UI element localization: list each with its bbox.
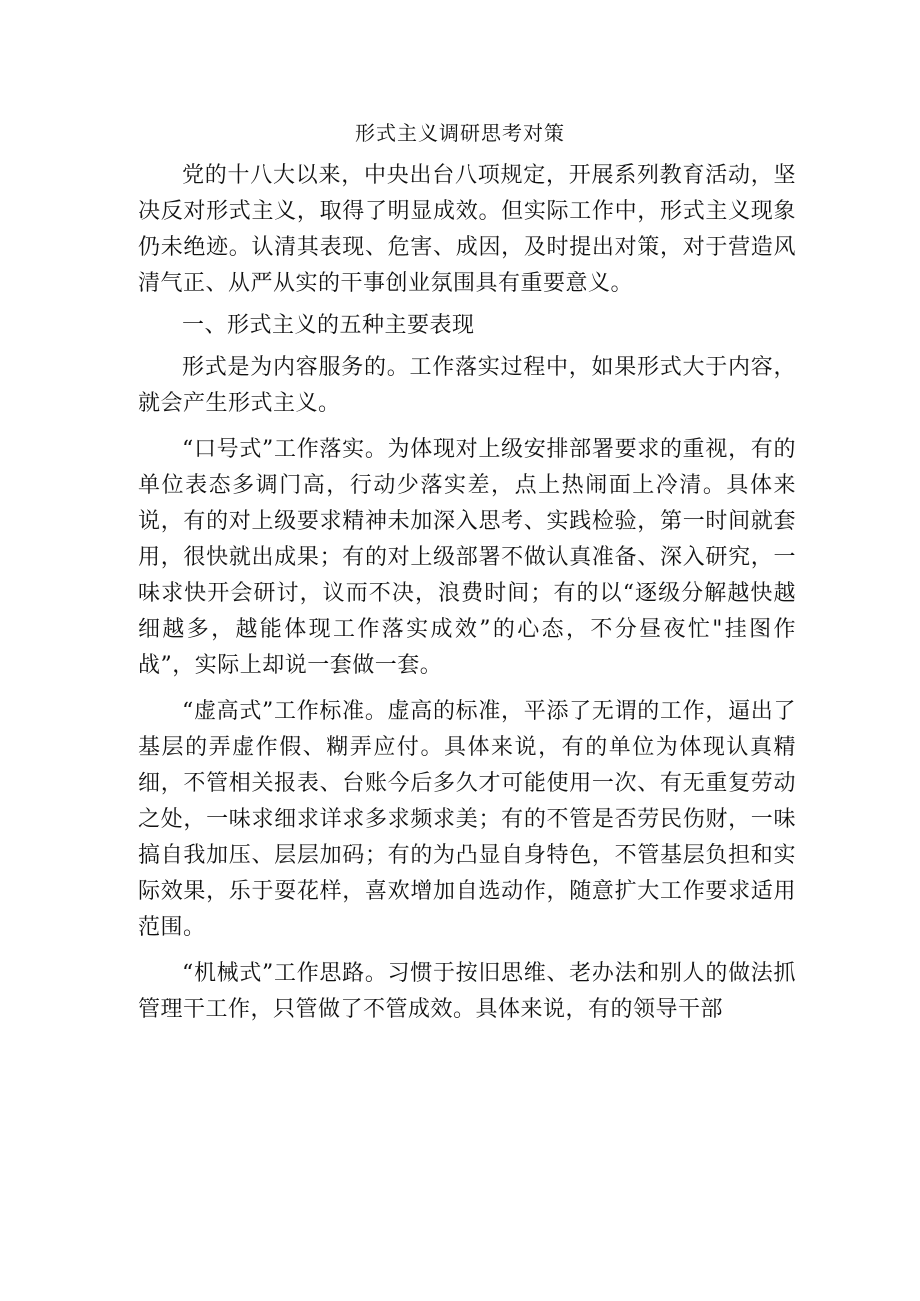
paragraph-form: 形式是为内容服务的。工作落实过程中，如果形式大于内容，就会产生形式主义。: [138, 355, 796, 416]
document-body: [138, 158, 796, 1028]
section-heading: 一、形式主义的五种主要表现: [182, 313, 475, 338]
paragraph-inflated: “虚高式”工作标准。虚高的标准，平添了无谓的工作，逼出了基层的弄虚作假、糊弄应付。具体来说，有的单位为体现认真精细，不管相关报表、台账今后多久才可能使用一次、有无重复劳动之处，一味求细求详求多求频求美；有的不管是否劳民伤财，一味搞自我加压、层层加码；有的为凸显自身特色，不管基层负担和实际效果，乐于耍花样，喜欢增加自选动作，随意扩大工作要求适用范围。: [138, 699, 796, 940]
paragraph-slogan: “口号式”工作落实。为体现对上级安排部署要求的重视，有的单位表态多调门高，行动少落实差，点上热闹面上冷清。具体来说，有的对上级要求精神未加深入思考、实践检验，第一时间就套用，很快就出成果；有的对上级部署不做认真准备、深入研究，一味求快开会研讨，议而不决，浪费时间；有的以“逐级分解越快越细越多，越能体现工作落实成效”的心态，不分昼夜忙"挂图作战”，实际上却说一套做一套。: [138, 437, 796, 678]
paragraph-mechanical: “机械式”工作思路。习惯于按旧思维、老办法和别人的做法抓管理干工作，只管做了不管成效。具体来说，有的领导干部: [138, 961, 796, 1022]
paragraph-intro: 党的十八大以来，中央出台八项规定，开展系列教育活动，坚决反对形式主义，取得了明显成效。但实际工作中，形式主义现象仍未绝迹。认清其表现、危害、成因，及时提出对策，对于营造风清气正、从严从实的干事创业氛围具有重要意义。: [138, 163, 796, 296]
document-title: 形式主义调研思考对策: [355, 121, 565, 145]
